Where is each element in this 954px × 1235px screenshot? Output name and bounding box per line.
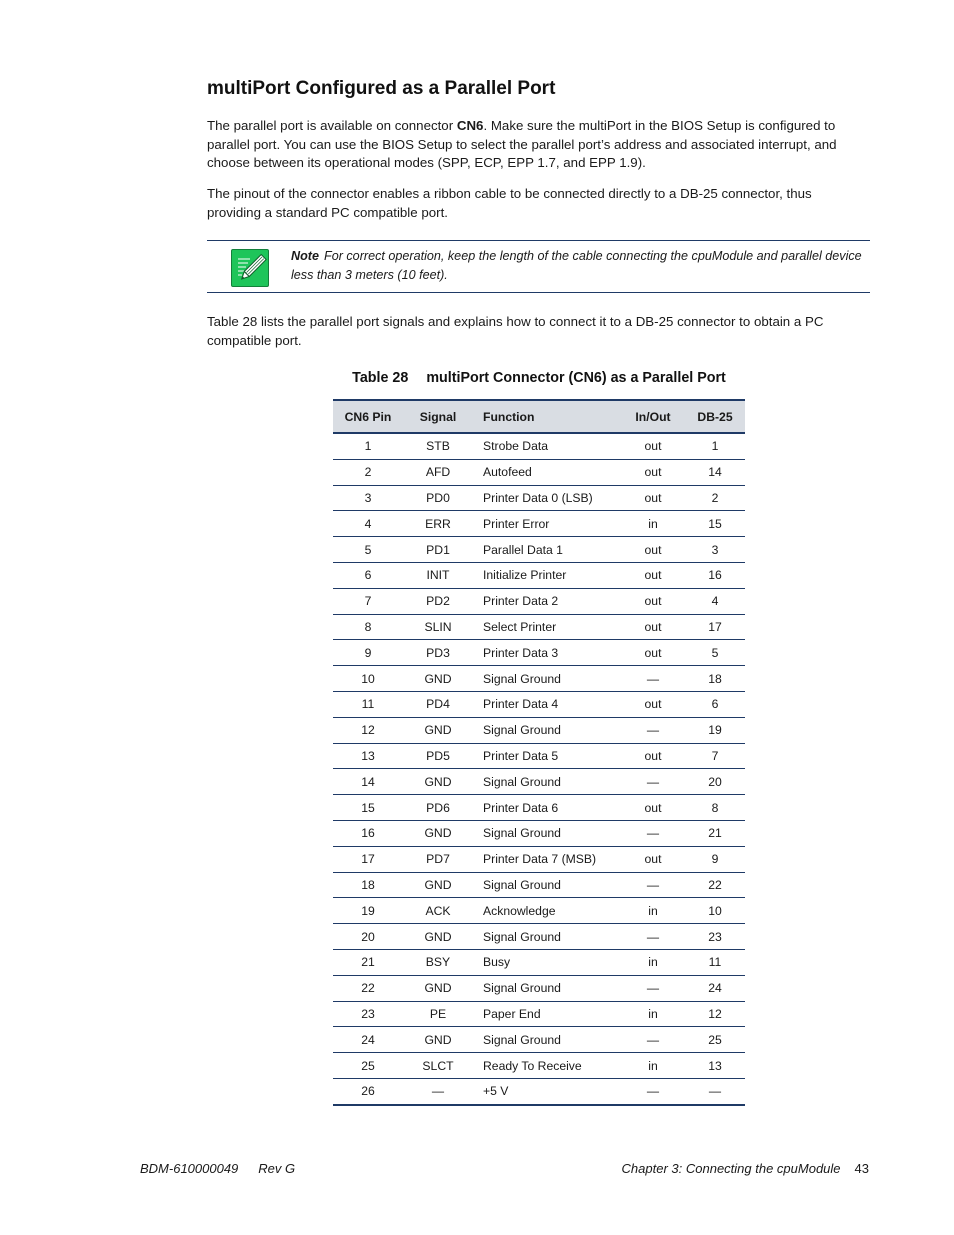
table-row bbox=[333, 588, 745, 614]
cell-signal: ACK bbox=[403, 898, 473, 924]
cell-function: Autofeed bbox=[473, 459, 621, 485]
cell-function: Printer Data 4 bbox=[473, 691, 621, 717]
cell-function: Select Printer bbox=[473, 614, 621, 640]
cell-signal: GND bbox=[403, 872, 473, 898]
cell-in-out: out bbox=[621, 433, 685, 459]
cell-in-out: — bbox=[621, 924, 685, 950]
table-row bbox=[333, 1053, 745, 1079]
cell-function: Signal Ground bbox=[473, 717, 621, 743]
cell-pin: 24 bbox=[333, 1027, 403, 1053]
cell-in-out: out bbox=[621, 795, 685, 821]
table-row bbox=[333, 743, 745, 769]
table-row bbox=[333, 614, 745, 640]
table-row bbox=[333, 1078, 745, 1104]
header-db25: DB-25 bbox=[685, 400, 745, 433]
table-row bbox=[333, 1001, 745, 1027]
cell-signal: BSY bbox=[403, 949, 473, 975]
cell-db25: 11 bbox=[685, 949, 745, 975]
cell-function: +5 V bbox=[473, 1078, 621, 1104]
cell-in-out: out bbox=[621, 743, 685, 769]
cell-function: Printer Data 7 (MSB) bbox=[473, 846, 621, 872]
cell-function: Signal Ground bbox=[473, 975, 621, 1001]
cell-in-out: — bbox=[621, 975, 685, 1001]
cell-signal: GND bbox=[403, 975, 473, 1001]
cell-pin: 3 bbox=[333, 485, 403, 511]
cell-signal: PD1 bbox=[403, 537, 473, 563]
table-row bbox=[333, 949, 745, 975]
cell-in-out: — bbox=[621, 1027, 685, 1053]
footer-doc-number: BDM-610000049 bbox=[140, 1161, 239, 1176]
cell-pin: 18 bbox=[333, 872, 403, 898]
cell-signal: PE bbox=[403, 1001, 473, 1027]
table-row bbox=[333, 872, 745, 898]
cell-signal: GND bbox=[403, 924, 473, 950]
cell-pin: 16 bbox=[333, 820, 403, 846]
cell-pin: 13 bbox=[333, 743, 403, 769]
cell-function: Signal Ground bbox=[473, 820, 621, 846]
table-row bbox=[333, 562, 745, 588]
paragraph-table-reference: Table 28 lists the parallel port signals and explains how to connect it to a DB-25 connector to obtain a PC compatible port. bbox=[207, 314, 824, 348]
cell-db25: 8 bbox=[685, 795, 745, 821]
cell-signal: — bbox=[403, 1078, 473, 1104]
pencil-note-icon-graphic bbox=[232, 250, 268, 286]
parallel-port-pinout-table bbox=[333, 399, 745, 1106]
cell-in-out: — bbox=[621, 1078, 685, 1104]
cell-pin: 17 bbox=[333, 846, 403, 872]
cell-pin: 11 bbox=[333, 691, 403, 717]
cell-signal: GND bbox=[403, 666, 473, 692]
table-header-row bbox=[333, 400, 745, 433]
cell-pin: 22 bbox=[333, 975, 403, 1001]
cell-db25: 18 bbox=[685, 666, 745, 692]
cell-db25: 2 bbox=[685, 485, 745, 511]
header-cn6-pin: CN6 Pin bbox=[333, 400, 403, 433]
table-row bbox=[333, 1027, 745, 1053]
cell-signal: AFD bbox=[403, 459, 473, 485]
cell-function: Signal Ground bbox=[473, 1027, 621, 1053]
cell-db25: 3 bbox=[685, 537, 745, 563]
cell-signal: PD7 bbox=[403, 846, 473, 872]
note-body: For correct operation, keep the length of the cable connecting the cpuModule and parallel device less than 3 meters (10 feet). bbox=[291, 249, 862, 282]
cell-in-out: out bbox=[621, 485, 685, 511]
cell-db25: 22 bbox=[685, 872, 745, 898]
cell-pin: 20 bbox=[333, 924, 403, 950]
cell-function: Printer Data 6 bbox=[473, 795, 621, 821]
cell-in-out: out bbox=[621, 537, 685, 563]
header-in-out: In/Out bbox=[621, 400, 685, 433]
page-number: 43 bbox=[854, 1161, 869, 1176]
cell-signal: GND bbox=[403, 769, 473, 795]
cell-function: Signal Ground bbox=[473, 666, 621, 692]
connector-name: CN6 bbox=[456, 118, 484, 133]
table-row bbox=[333, 717, 745, 743]
note-text bbox=[291, 247, 866, 285]
cell-pin: 15 bbox=[333, 795, 403, 821]
cell-in-out: — bbox=[621, 769, 685, 795]
cell-pin: 8 bbox=[333, 614, 403, 640]
pencil-note-icon bbox=[231, 249, 269, 287]
cell-pin: 21 bbox=[333, 949, 403, 975]
cell-in-out: out bbox=[621, 562, 685, 588]
cell-db25: 25 bbox=[685, 1027, 745, 1053]
cell-function: Acknowledge bbox=[473, 898, 621, 924]
cell-signal: PD3 bbox=[403, 640, 473, 666]
paragraph-parallel-port-intro bbox=[207, 117, 857, 173]
cell-function: Strobe Data bbox=[473, 433, 621, 459]
cell-in-out: out bbox=[621, 459, 685, 485]
table-row bbox=[333, 795, 745, 821]
cell-db25: 19 bbox=[685, 717, 745, 743]
cell-pin: 19 bbox=[333, 898, 403, 924]
cell-function: Signal Ground bbox=[473, 872, 621, 898]
cell-in-out: out bbox=[621, 614, 685, 640]
table-row bbox=[333, 511, 745, 537]
note-label: Note bbox=[291, 249, 319, 263]
cell-db25: 13 bbox=[685, 1053, 745, 1079]
cell-in-out: — bbox=[621, 820, 685, 846]
cell-signal: PD0 bbox=[403, 485, 473, 511]
table-row bbox=[333, 537, 745, 563]
table-row bbox=[333, 459, 745, 485]
table-title: multiPort Connector (CN6) as a Parallel Port bbox=[426, 370, 726, 386]
cell-signal: PD6 bbox=[403, 795, 473, 821]
table-row bbox=[333, 691, 745, 717]
cell-db25: 10 bbox=[685, 898, 745, 924]
cell-signal: GND bbox=[403, 1027, 473, 1053]
table-row bbox=[333, 769, 745, 795]
cell-in-out: — bbox=[621, 666, 685, 692]
para1-text-after: . Make sure the multiPort in the BIOS Setup is configured to parallel port. You can use the BIOS Setup to select the parallel port’s address and associated interrupt, and choose between its operational modes (SPP, ECP, EPP 1.7, and EPP 1.9). bbox=[207, 118, 837, 170]
cell-pin: 14 bbox=[333, 769, 403, 795]
cell-db25: 15 bbox=[685, 511, 745, 537]
cell-pin: 25 bbox=[333, 1053, 403, 1079]
cell-db25: 24 bbox=[685, 975, 745, 1001]
cell-signal: SLCT bbox=[403, 1053, 473, 1079]
cell-signal: STB bbox=[403, 433, 473, 459]
cell-db25: 21 bbox=[685, 820, 745, 846]
cell-function: Printer Error bbox=[473, 511, 621, 537]
table-row bbox=[333, 666, 745, 692]
cell-signal: SLIN bbox=[403, 614, 473, 640]
cell-in-out: out bbox=[621, 846, 685, 872]
cell-pin: 6 bbox=[333, 562, 403, 588]
cell-pin: 23 bbox=[333, 1001, 403, 1027]
section-heading: multiPort Configured as a Parallel Port bbox=[207, 78, 556, 99]
table-row bbox=[333, 433, 745, 459]
cell-function: Paper End bbox=[473, 1001, 621, 1027]
cell-in-out: out bbox=[621, 691, 685, 717]
cell-pin: 4 bbox=[333, 511, 403, 537]
table-row bbox=[333, 640, 745, 666]
cell-in-out: in bbox=[621, 1053, 685, 1079]
table-row bbox=[333, 975, 745, 1001]
cell-pin: 5 bbox=[333, 537, 403, 563]
cell-pin: 10 bbox=[333, 666, 403, 692]
cell-in-out: in bbox=[621, 898, 685, 924]
cell-signal: GND bbox=[403, 820, 473, 846]
footer-revision: Rev G bbox=[258, 1161, 296, 1176]
cell-signal: ERR bbox=[403, 511, 473, 537]
cell-pin: 26 bbox=[333, 1078, 403, 1104]
cell-signal: GND bbox=[403, 717, 473, 743]
cell-db25: 23 bbox=[685, 924, 745, 950]
cell-signal: PD2 bbox=[403, 588, 473, 614]
cell-function: Initialize Printer bbox=[473, 562, 621, 588]
cell-function: Printer Data 5 bbox=[473, 743, 621, 769]
note-box bbox=[207, 240, 870, 293]
cell-db25: 20 bbox=[685, 769, 745, 795]
cell-pin: 9 bbox=[333, 640, 403, 666]
cell-function: Printer Data 2 bbox=[473, 588, 621, 614]
footer-chapter bbox=[622, 1161, 869, 1176]
cell-pin: 12 bbox=[333, 717, 403, 743]
cell-pin: 7 bbox=[333, 588, 403, 614]
table-caption bbox=[333, 370, 745, 386]
table-row bbox=[333, 485, 745, 511]
cell-db25: 9 bbox=[685, 846, 745, 872]
table-row bbox=[333, 820, 745, 846]
cell-db25: 5 bbox=[685, 640, 745, 666]
cell-in-out: in bbox=[621, 949, 685, 975]
cell-function: Signal Ground bbox=[473, 769, 621, 795]
footer-document-id bbox=[140, 1161, 295, 1176]
cell-in-out: in bbox=[621, 1001, 685, 1027]
footer-chapter-title: Chapter 3: Connecting the cpuModule bbox=[621, 1161, 841, 1176]
cell-db25: 6 bbox=[685, 691, 745, 717]
cell-function: Printer Data 3 bbox=[473, 640, 621, 666]
cell-db25: 16 bbox=[685, 562, 745, 588]
cell-db25: 1 bbox=[685, 433, 745, 459]
cell-in-out: out bbox=[621, 640, 685, 666]
cell-in-out: — bbox=[621, 717, 685, 743]
cell-signal: PD4 bbox=[403, 691, 473, 717]
cell-signal: INIT bbox=[403, 562, 473, 588]
cell-db25: 4 bbox=[685, 588, 745, 614]
cell-in-out: out bbox=[621, 588, 685, 614]
cell-function: Parallel Data 1 bbox=[473, 537, 621, 563]
cell-function: Signal Ground bbox=[473, 924, 621, 950]
para1-text-before: The parallel port is available on connector bbox=[207, 118, 457, 133]
cell-db25: 12 bbox=[685, 1001, 745, 1027]
table-row bbox=[333, 846, 745, 872]
table-row bbox=[333, 924, 745, 950]
table-row bbox=[333, 898, 745, 924]
cell-function: Ready To Receive bbox=[473, 1053, 621, 1079]
cell-in-out: in bbox=[621, 511, 685, 537]
cell-in-out: — bbox=[621, 872, 685, 898]
cell-pin: 1 bbox=[333, 433, 403, 459]
header-function: Function bbox=[473, 400, 621, 433]
paragraph-pinout: The pinout of the connector enables a ribbon cable to be connected directly to a DB-25 connector, thus providing a standard PC compatible port. bbox=[207, 186, 812, 220]
cell-db25: — bbox=[685, 1078, 745, 1104]
cell-function: Printer Data 0 (LSB) bbox=[473, 485, 621, 511]
cell-db25: 7 bbox=[685, 743, 745, 769]
cell-function: Busy bbox=[473, 949, 621, 975]
table-number: Table 28 bbox=[352, 370, 409, 386]
header-signal: Signal bbox=[403, 400, 473, 433]
cell-db25: 17 bbox=[685, 614, 745, 640]
cell-db25: 14 bbox=[685, 459, 745, 485]
table-body bbox=[333, 433, 745, 1105]
cell-pin: 2 bbox=[333, 459, 403, 485]
cell-signal: PD5 bbox=[403, 743, 473, 769]
